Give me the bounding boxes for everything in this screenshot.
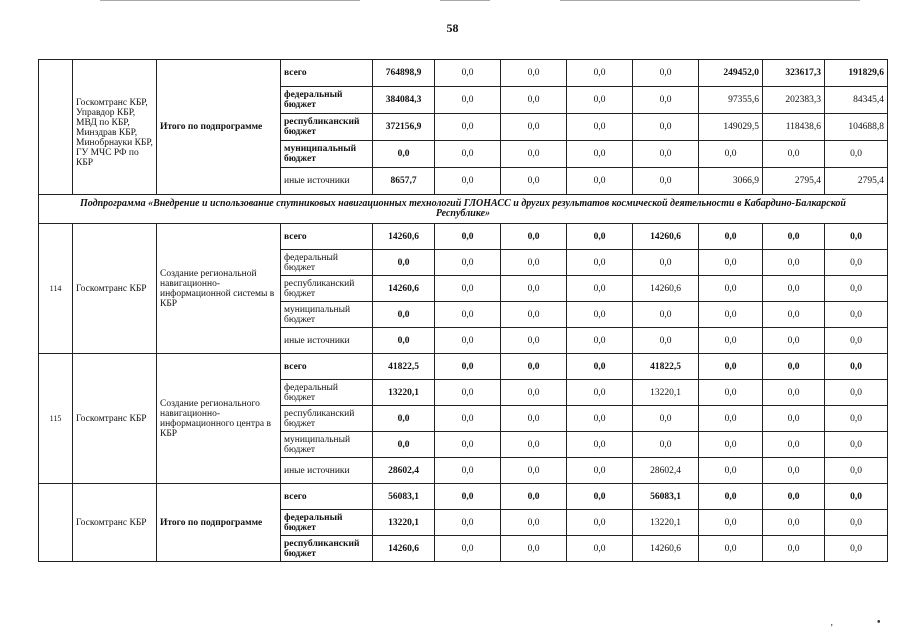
value-cell: 0,0 bbox=[501, 380, 567, 406]
value-cell: 0,0 bbox=[633, 302, 699, 328]
index-cell bbox=[39, 60, 73, 195]
value-cell: 0,0 bbox=[435, 250, 501, 276]
scan-artifact-line bbox=[560, 0, 860, 1]
source-label-cell: всего bbox=[281, 60, 373, 87]
value-cell: 0,0 bbox=[435, 114, 501, 141]
value-cell: 0,0 bbox=[501, 60, 567, 87]
value-cell: 0,0 bbox=[763, 406, 825, 432]
value-cell: 104688,8 bbox=[825, 114, 888, 141]
value-cell: 0,0 bbox=[699, 406, 763, 432]
value-cell: 0,0 bbox=[633, 60, 699, 87]
value-cell: 0,0 bbox=[825, 328, 888, 354]
value-cell: 0,0 bbox=[567, 141, 633, 168]
source-label-cell: иные источники bbox=[281, 328, 373, 354]
value-cell: 41822,5 bbox=[633, 354, 699, 380]
value-cell: 0,0 bbox=[567, 87, 633, 114]
value-cell: 0,0 bbox=[825, 432, 888, 458]
value-cell: 0,0 bbox=[501, 510, 567, 536]
value-cell: 0,0 bbox=[825, 141, 888, 168]
value-cell: 0,0 bbox=[501, 406, 567, 432]
scan-artifact-line bbox=[100, 0, 360, 1]
value-cell: 0,0 bbox=[699, 328, 763, 354]
source-label-cell: муниципальный бюджет bbox=[281, 302, 373, 328]
executor-cell: Госкомтранс КБР bbox=[73, 354, 157, 484]
value-cell: 0,0 bbox=[501, 250, 567, 276]
value-cell: 0,0 bbox=[763, 484, 825, 510]
value-cell: 0,0 bbox=[763, 328, 825, 354]
value-cell: 0,0 bbox=[373, 432, 435, 458]
value-cell: 149029,5 bbox=[699, 114, 763, 141]
source-label-cell: всего bbox=[281, 484, 373, 510]
value-cell: 0,0 bbox=[699, 276, 763, 302]
value-cell: 0,0 bbox=[501, 168, 567, 195]
value-cell: 0,0 bbox=[501, 276, 567, 302]
value-cell: 0,0 bbox=[763, 302, 825, 328]
subprogram-heading-row bbox=[39, 195, 888, 224]
value-cell: 0,0 bbox=[567, 510, 633, 536]
value-cell: 384084,3 bbox=[373, 87, 435, 114]
value-cell: 0,0 bbox=[567, 458, 633, 484]
value-cell: 14260,6 bbox=[633, 536, 699, 562]
value-cell: 0,0 bbox=[825, 250, 888, 276]
value-cell: 0,0 bbox=[825, 510, 888, 536]
source-label-cell: республиканский бюджет bbox=[281, 276, 373, 302]
value-cell: 0,0 bbox=[633, 406, 699, 432]
value-cell: 202383,3 bbox=[763, 87, 825, 114]
value-cell: 191829,6 bbox=[825, 60, 888, 87]
value-cell: 0,0 bbox=[699, 484, 763, 510]
value-cell: 14260,6 bbox=[373, 276, 435, 302]
value-cell: 0,0 bbox=[501, 484, 567, 510]
measure-title-cell: Создание регионального навигационно-информационного центра в КБР bbox=[157, 354, 281, 484]
executor-cell: Госкомтранс КБР bbox=[73, 224, 157, 354]
value-cell: 41822,5 bbox=[373, 354, 435, 380]
value-cell: 0,0 bbox=[763, 510, 825, 536]
value-cell: 0,0 bbox=[567, 432, 633, 458]
value-cell: 0,0 bbox=[567, 328, 633, 354]
source-label-cell: иные источники bbox=[281, 168, 373, 195]
value-cell: 0,0 bbox=[501, 328, 567, 354]
scan-speck: • bbox=[877, 617, 881, 628]
value-cell: 372156,9 bbox=[373, 114, 435, 141]
value-cell: 97355,6 bbox=[699, 87, 763, 114]
index-cell bbox=[39, 484, 73, 562]
value-cell: 0,0 bbox=[435, 510, 501, 536]
value-cell: 0,0 bbox=[699, 432, 763, 458]
value-cell: 0,0 bbox=[435, 141, 501, 168]
value-cell: 0,0 bbox=[567, 114, 633, 141]
value-cell: 0,0 bbox=[435, 432, 501, 458]
measure-title-cell: Итого по подпрограмме bbox=[157, 484, 281, 562]
value-cell: 0,0 bbox=[501, 87, 567, 114]
value-cell: 0,0 bbox=[567, 60, 633, 87]
source-label-cell: муниципальный бюджет bbox=[281, 141, 373, 168]
value-cell: 0,0 bbox=[501, 458, 567, 484]
value-cell: 0,0 bbox=[633, 250, 699, 276]
table-row bbox=[39, 354, 888, 380]
value-cell: 0,0 bbox=[825, 224, 888, 250]
value-cell: 0,0 bbox=[501, 536, 567, 562]
value-cell: 14260,6 bbox=[373, 224, 435, 250]
value-cell: 13220,1 bbox=[373, 510, 435, 536]
value-cell: 0,0 bbox=[825, 458, 888, 484]
value-cell: 0,0 bbox=[763, 224, 825, 250]
source-label-cell: республиканский бюджет bbox=[281, 114, 373, 141]
value-cell: 0,0 bbox=[699, 250, 763, 276]
index-cell: 114 bbox=[39, 224, 73, 354]
table-row bbox=[39, 224, 888, 250]
executor-cell: Госкомтранс КБР bbox=[73, 484, 157, 562]
value-cell: 56083,1 bbox=[373, 484, 435, 510]
source-label-cell: муниципальный бюджет bbox=[281, 432, 373, 458]
value-cell: 56083,1 bbox=[633, 484, 699, 510]
value-cell: 84345,4 bbox=[825, 87, 888, 114]
value-cell: 0,0 bbox=[633, 328, 699, 354]
value-cell: 13220,1 bbox=[373, 380, 435, 406]
value-cell: 0,0 bbox=[501, 432, 567, 458]
value-cell: 0,0 bbox=[435, 302, 501, 328]
value-cell: 0,0 bbox=[699, 380, 763, 406]
value-cell: 3066,9 bbox=[699, 168, 763, 195]
value-cell: 13220,1 bbox=[633, 510, 699, 536]
value-cell: 0,0 bbox=[699, 510, 763, 536]
value-cell: 0,0 bbox=[435, 484, 501, 510]
value-cell: 0,0 bbox=[825, 484, 888, 510]
value-cell: 0,0 bbox=[763, 141, 825, 168]
value-cell: 0,0 bbox=[567, 354, 633, 380]
value-cell: 0,0 bbox=[825, 380, 888, 406]
value-cell: 2795,4 bbox=[825, 168, 888, 195]
value-cell: 14260,6 bbox=[633, 224, 699, 250]
value-cell: 0,0 bbox=[501, 224, 567, 250]
value-cell: 0,0 bbox=[699, 458, 763, 484]
table-row bbox=[39, 60, 888, 87]
source-label-cell: республиканский бюджет bbox=[281, 536, 373, 562]
scan-speck: ‚ bbox=[830, 617, 834, 628]
value-cell: 0,0 bbox=[435, 60, 501, 87]
value-cell: 0,0 bbox=[501, 354, 567, 380]
value-cell: 0,0 bbox=[825, 406, 888, 432]
source-label-cell: всего bbox=[281, 354, 373, 380]
value-cell: 14260,6 bbox=[633, 276, 699, 302]
value-cell: 2795,4 bbox=[763, 168, 825, 195]
value-cell: 0,0 bbox=[435, 354, 501, 380]
value-cell: 14260,6 bbox=[373, 536, 435, 562]
value-cell: 0,0 bbox=[435, 276, 501, 302]
value-cell: 0,0 bbox=[567, 302, 633, 328]
value-cell: 0,0 bbox=[373, 406, 435, 432]
source-label-cell: иные источники bbox=[281, 458, 373, 484]
value-cell: 0,0 bbox=[373, 302, 435, 328]
value-cell: 0,0 bbox=[699, 302, 763, 328]
value-cell: 0,0 bbox=[567, 380, 633, 406]
value-cell: 0,0 bbox=[435, 168, 501, 195]
measure-title-cell: Создание региональной навигационно-информационной системы в КБР bbox=[157, 224, 281, 354]
scan-artifact-line bbox=[440, 0, 490, 1]
index-cell: 115 bbox=[39, 354, 73, 484]
value-cell: 0,0 bbox=[435, 224, 501, 250]
value-cell: 0,0 bbox=[501, 114, 567, 141]
value-cell: 0,0 bbox=[373, 141, 435, 168]
value-cell: 0,0 bbox=[435, 458, 501, 484]
value-cell: 0,0 bbox=[699, 536, 763, 562]
value-cell: 0,0 bbox=[567, 536, 633, 562]
value-cell: 13220,1 bbox=[633, 380, 699, 406]
value-cell: 0,0 bbox=[567, 224, 633, 250]
value-cell: 0,0 bbox=[825, 276, 888, 302]
value-cell: 0,0 bbox=[699, 224, 763, 250]
value-cell: 0,0 bbox=[763, 250, 825, 276]
value-cell: 0,0 bbox=[763, 536, 825, 562]
source-label-cell: федеральный бюджет bbox=[281, 510, 373, 536]
value-cell: 0,0 bbox=[763, 380, 825, 406]
budget-table bbox=[38, 59, 888, 562]
value-cell: 0,0 bbox=[373, 328, 435, 354]
executor-cell: Госкомтранс КБР, Управдор КБР, МВД по КБР, Минздрав КБР, Минобрнауки КБР, ГУ МЧС РФ по КБР bbox=[73, 60, 157, 195]
value-cell: 0,0 bbox=[435, 406, 501, 432]
value-cell: 0,0 bbox=[501, 141, 567, 168]
value-cell: 0,0 bbox=[501, 302, 567, 328]
value-cell: 118438,6 bbox=[763, 114, 825, 141]
value-cell: 0,0 bbox=[567, 250, 633, 276]
measure-title-cell: Итого по подпрограмме bbox=[157, 60, 281, 195]
value-cell: 8657,7 bbox=[373, 168, 435, 195]
value-cell: 0,0 bbox=[633, 114, 699, 141]
value-cell: 0,0 bbox=[633, 432, 699, 458]
source-label-cell: всего bbox=[281, 224, 373, 250]
value-cell: 0,0 bbox=[435, 536, 501, 562]
source-label-cell: республиканский бюджет bbox=[281, 406, 373, 432]
value-cell: 28602,4 bbox=[633, 458, 699, 484]
value-cell: 0,0 bbox=[633, 87, 699, 114]
value-cell: 0,0 bbox=[763, 354, 825, 380]
source-label-cell: федеральный бюджет bbox=[281, 87, 373, 114]
value-cell: 0,0 bbox=[699, 141, 763, 168]
value-cell: 0,0 bbox=[567, 276, 633, 302]
value-cell: 0,0 bbox=[567, 168, 633, 195]
value-cell: 0,0 bbox=[825, 354, 888, 380]
value-cell: 0,0 bbox=[435, 87, 501, 114]
page-number: 58 bbox=[446, 21, 459, 35]
subprogram-heading: Подпрограмма «Внедрение и использование спутниковых навигационных технологий ГЛОНАСС и других результатов космической деятельности в Кабардино-Балкарской Республике» bbox=[39, 195, 888, 224]
value-cell: 28602,4 bbox=[373, 458, 435, 484]
value-cell: 0,0 bbox=[763, 458, 825, 484]
table-row bbox=[39, 484, 888, 510]
value-cell: 0,0 bbox=[825, 536, 888, 562]
source-label-cell: федеральный бюджет bbox=[281, 380, 373, 406]
value-cell: 0,0 bbox=[373, 250, 435, 276]
value-cell: 0,0 bbox=[825, 302, 888, 328]
value-cell: 0,0 bbox=[763, 432, 825, 458]
value-cell: 764898,9 bbox=[373, 60, 435, 87]
value-cell: 0,0 bbox=[567, 484, 633, 510]
value-cell: 0,0 bbox=[435, 328, 501, 354]
source-label-cell: федеральный бюджет bbox=[281, 250, 373, 276]
value-cell: 0,0 bbox=[435, 380, 501, 406]
value-cell: 249452,0 bbox=[699, 60, 763, 87]
value-cell: 0,0 bbox=[763, 276, 825, 302]
value-cell: 323617,3 bbox=[763, 60, 825, 87]
value-cell: 0,0 bbox=[633, 168, 699, 195]
value-cell: 0,0 bbox=[567, 406, 633, 432]
value-cell: 0,0 bbox=[633, 141, 699, 168]
value-cell: 0,0 bbox=[699, 354, 763, 380]
